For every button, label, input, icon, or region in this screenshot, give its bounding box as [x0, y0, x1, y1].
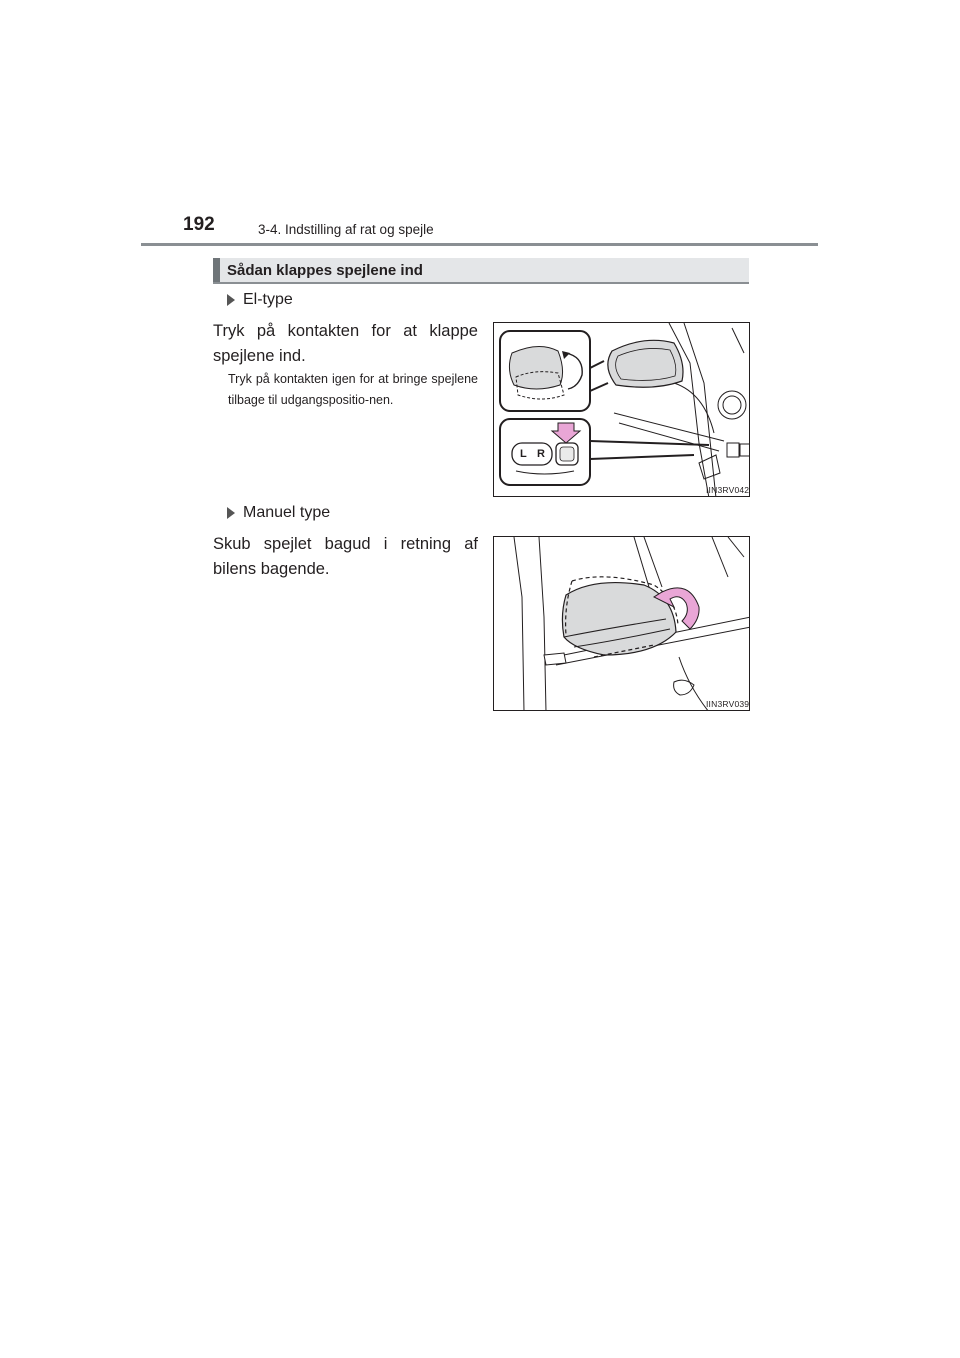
page-number: 192: [183, 214, 215, 235]
el-type-note: Tryk på kontakten igen for at bringe spejlene tilbage til udgangspositio-nen.: [228, 372, 478, 407]
subsection-bar-accent: [213, 258, 220, 282]
switch-label-right: R: [537, 448, 545, 460]
figure-code: IIN3RV042: [706, 485, 750, 495]
manual-type-heading: [227, 504, 330, 522]
mirror-switch-illustration: [494, 323, 750, 497]
el-type-heading: [227, 291, 293, 309]
manual-type-body: Skub spejlet bagud i retning af bilens bagende.: [213, 535, 478, 578]
manual-mirror-illustration: [494, 537, 750, 711]
subsection-title: Sådan klappes spejlene ind: [227, 262, 423, 279]
figure-code: IIN3RV039: [706, 699, 750, 709]
switch-label-left: L: [520, 448, 527, 460]
section-title: 3-4. Indstilling af rat og spejle: [258, 222, 434, 237]
el-type-heading-label: El-type: [243, 291, 293, 308]
el-type-body: Tryk på kontakten for at klappe spejlene ind.: [213, 322, 478, 365]
bullet-triangle-icon: [227, 294, 235, 306]
bullet-triangle-icon: [227, 507, 235, 519]
header-rule: [141, 243, 818, 246]
subsection-bar: [213, 258, 749, 284]
figure-manual-type: [493, 536, 750, 711]
manual-type-heading-label: Manuel type: [243, 504, 331, 521]
figure-el-type: [493, 322, 750, 497]
